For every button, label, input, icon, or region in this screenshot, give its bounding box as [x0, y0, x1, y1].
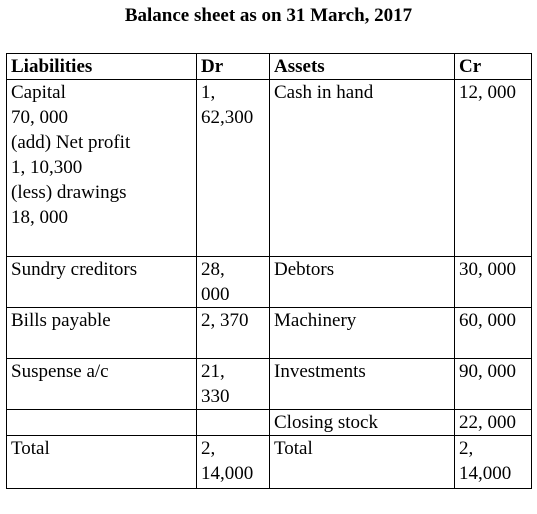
debtors-cr-cell: 30, 000 — [455, 257, 532, 308]
capital-dr-line-2: 62,300 — [201, 107, 254, 128]
table-row — [7, 80, 532, 257]
suspense-cell: Suspense a/c — [7, 359, 197, 410]
total-dr-line-1: 2, — [201, 438, 216, 459]
capital-liability-cell — [7, 80, 197, 257]
suspense-dr-line-1: 21, — [201, 361, 225, 382]
header-row — [7, 54, 532, 80]
total-cr-cell — [455, 436, 532, 489]
drawings-label: (less) drawings — [11, 182, 127, 203]
net-profit-label: (add) Net profit — [11, 132, 131, 153]
creditors-dr-line-2: 000 — [201, 284, 230, 305]
table-row — [7, 257, 532, 308]
drawings-amount: 18, 000 — [11, 207, 68, 228]
suspense-dr-cell — [197, 359, 270, 410]
total-dr-cell — [197, 436, 270, 489]
closing-stock-cr-cell: 22, 000 — [455, 410, 532, 436]
closing-empty-dr-cell — [197, 410, 270, 436]
header-dr: Dr — [197, 54, 270, 80]
closing-empty-liability-cell — [7, 410, 197, 436]
capital-dr-line-1: 1, — [201, 82, 216, 103]
investments-cell: Investments — [270, 359, 455, 410]
balance-sheet-table — [6, 53, 532, 489]
page-title: Balance sheet as on 31 March, 2017 — [124, 5, 413, 26]
total-dr-line-2: 14,000 — [201, 463, 254, 484]
cash-in-hand-cell: Cash in hand — [270, 80, 455, 257]
capital-amount: 70, 000 — [11, 107, 68, 128]
sundry-creditors-cell: Sundry creditors — [7, 257, 197, 308]
capital-dr-cell — [197, 80, 270, 257]
header-assets: Assets — [270, 54, 455, 80]
bills-payable-cell: Bills payable — [7, 308, 197, 359]
header-liabilities: Liabilities — [7, 54, 197, 80]
creditors-dr-line-1: 28, — [201, 259, 225, 280]
machinery-cr-cell: 60, 000 — [455, 308, 532, 359]
investments-cr-cell: 90, 000 — [455, 359, 532, 410]
bills-payable-dr-cell: 2, 370 — [197, 308, 270, 359]
closing-stock-cell: Closing stock — [270, 410, 455, 436]
table-row — [7, 359, 532, 410]
total-cr-line-2: 14,000 — [459, 463, 512, 484]
machinery-cell: Machinery — [270, 308, 455, 359]
total-assets-label: Total — [270, 436, 455, 489]
table-row — [7, 410, 532, 436]
sundry-creditors-dr-cell — [197, 257, 270, 308]
total-liabilities-label: Total — [7, 436, 197, 489]
header-cr: Cr — [455, 54, 532, 80]
cash-in-hand-cr-cell: 12, 000 — [455, 80, 532, 257]
table-row — [7, 308, 532, 359]
table-row — [7, 436, 532, 489]
capital-label: Capital — [11, 82, 66, 103]
net-profit-amount: 1, 10,300 — [11, 157, 83, 178]
total-cr-line-1: 2, — [459, 438, 474, 459]
suspense-dr-line-2: 330 — [201, 386, 230, 407]
debtors-cell: Debtors — [270, 257, 455, 308]
